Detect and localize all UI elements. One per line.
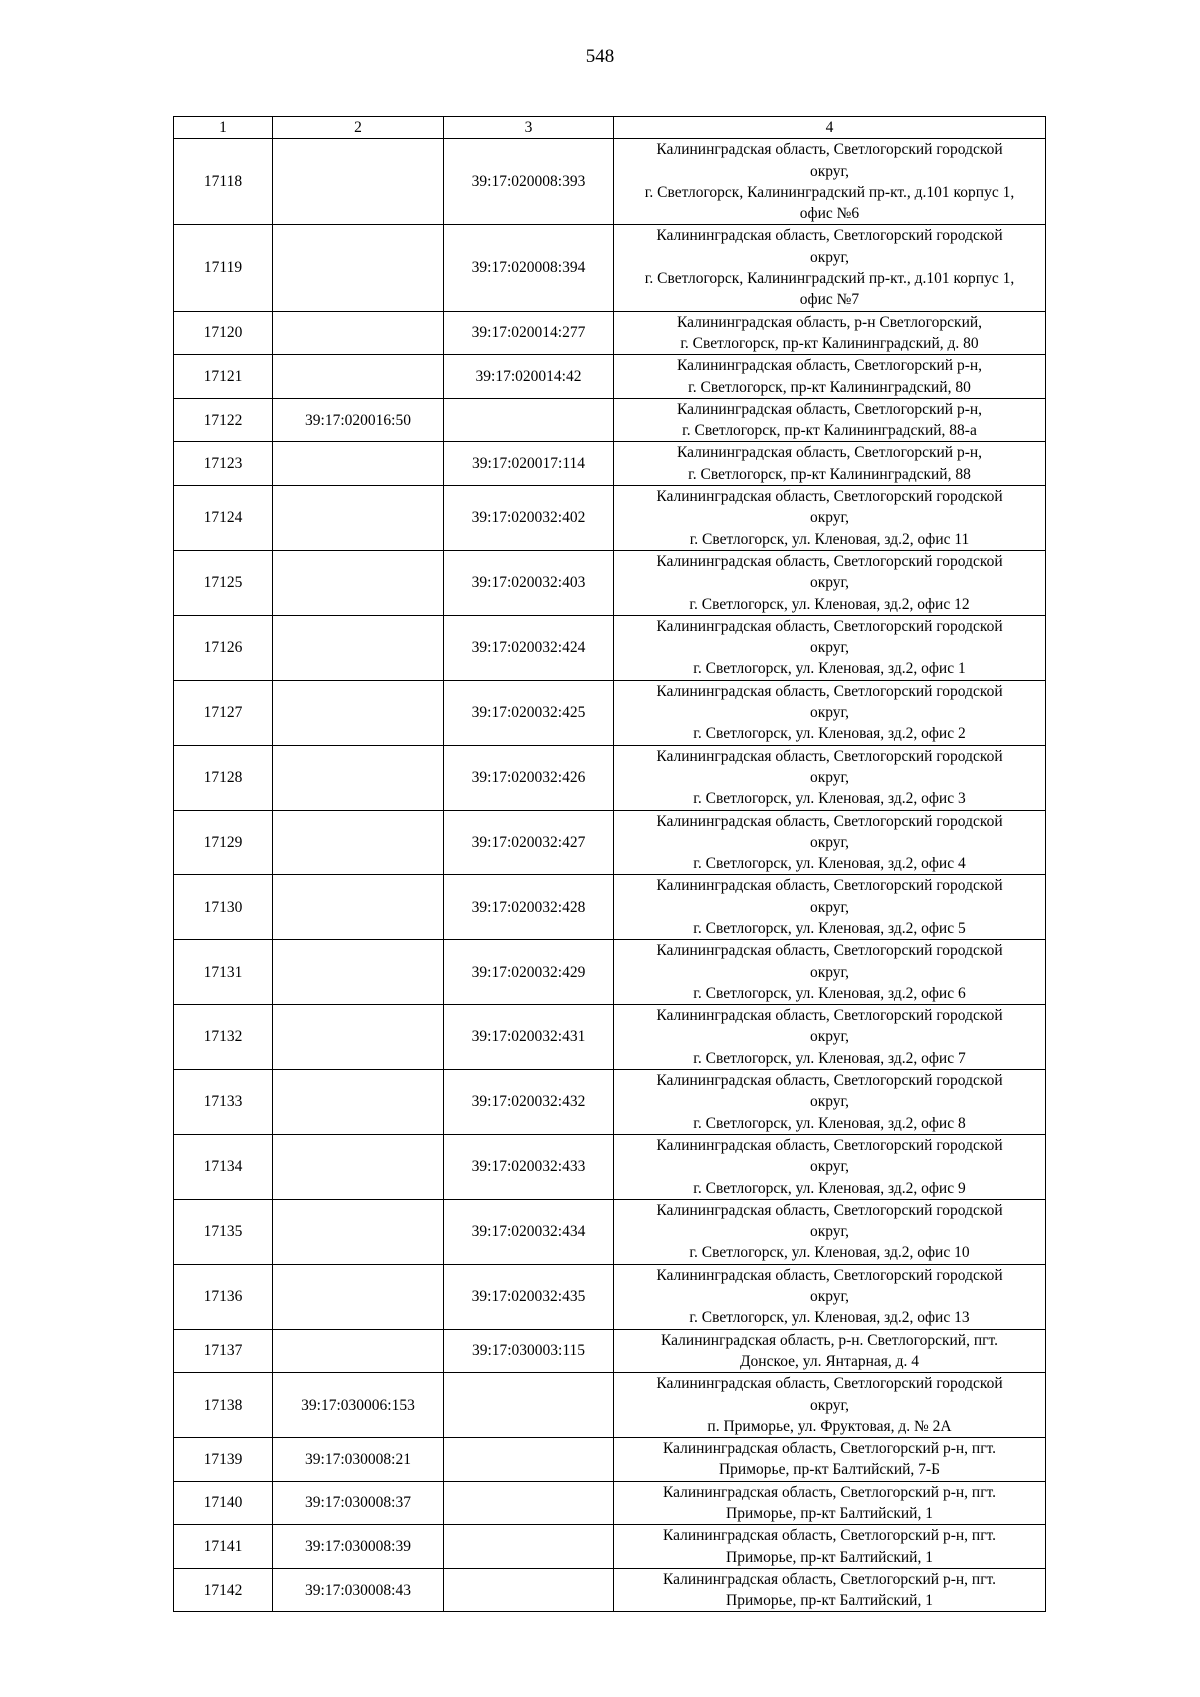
col3-cell: 39:17:020032:429 xyxy=(444,940,614,1005)
col2-cell: 39:17:030008:21 xyxy=(273,1438,444,1482)
address-line: г. Светлогорск, пр-кт Калининградский, 88-а xyxy=(682,422,977,440)
col2-cell xyxy=(273,442,444,486)
col3-cell xyxy=(444,1481,614,1525)
address-cell xyxy=(614,810,1046,875)
col3-cell: 39:17:020032:435 xyxy=(444,1264,614,1329)
col2-cell xyxy=(273,1264,444,1329)
row-number-cell: 17130 xyxy=(174,875,273,940)
col2-cell: 39:17:030008:43 xyxy=(273,1568,444,1612)
col3-cell xyxy=(444,1438,614,1482)
col3-cell: 39:17:020032:432 xyxy=(444,1070,614,1135)
table-row xyxy=(174,1568,1046,1612)
column-header-4: 4 xyxy=(614,117,1046,139)
address-cell xyxy=(614,1373,1046,1438)
address-line: Калининградская область, Светлогорский р-н, пгт. xyxy=(662,1440,997,1458)
col3-cell: 39:17:020032:425 xyxy=(444,680,614,745)
address-line: г. Светлогорск, ул. Кленовая, зд.2, офис 10 xyxy=(689,1244,970,1262)
address-cell xyxy=(614,1134,1046,1199)
row-number-cell: 17142 xyxy=(174,1568,273,1612)
table-row xyxy=(174,875,1046,940)
address-line: округ, xyxy=(809,639,850,657)
address-cell xyxy=(614,139,1046,225)
address-line: Калининградская область, Светлогорский городской xyxy=(656,942,1003,960)
address-line: Калининградская область, Светлогорский городской xyxy=(656,1007,1003,1025)
address-line: Калининградская область, Светлогорский городской xyxy=(656,227,1003,245)
col3-cell: 39:17:020017:114 xyxy=(444,442,614,486)
address-line: г. Светлогорск, ул. Кленовая, зд.2, офис 13 xyxy=(689,1309,970,1327)
table-row xyxy=(174,810,1046,875)
row-number-cell: 17128 xyxy=(174,745,273,810)
address-line: Калининградская область, Светлогорский городской xyxy=(656,1201,1003,1219)
row-number-cell: 17120 xyxy=(174,311,273,355)
address-line: Калининградская область, Светлогорский городской xyxy=(656,747,1003,765)
address-line: округ, xyxy=(809,1028,850,1046)
address-line: округ, xyxy=(809,898,850,916)
col2-cell: 39:17:020016:50 xyxy=(273,398,444,442)
address-cell xyxy=(614,745,1046,810)
col2-cell xyxy=(273,1329,444,1373)
row-number-cell: 17121 xyxy=(174,355,273,399)
table-row xyxy=(174,139,1046,225)
address-line: Калининградская область, Светлогорский р-н, xyxy=(676,357,983,375)
table-row xyxy=(174,1373,1046,1438)
table-row xyxy=(174,1481,1046,1525)
table-row xyxy=(174,355,1046,399)
col2-cell xyxy=(273,1134,444,1199)
col2-cell: 39:17:030008:37 xyxy=(273,1481,444,1525)
address-line: г. Светлогорск, ул. Кленовая, зд.2, офис 9 xyxy=(693,1179,966,1197)
col2-cell xyxy=(273,550,444,615)
table-header xyxy=(174,117,1046,139)
row-number-cell: 17127 xyxy=(174,680,273,745)
address-cell xyxy=(614,875,1046,940)
row-number-cell: 17135 xyxy=(174,1199,273,1264)
col2-cell xyxy=(273,745,444,810)
table-row xyxy=(174,550,1046,615)
address-line: Приморье, пр-кт Балтийский, 7-Б xyxy=(718,1461,940,1479)
address-cell xyxy=(614,225,1046,311)
table-row xyxy=(174,615,1046,680)
header-row xyxy=(174,117,1046,139)
col3-cell xyxy=(444,1568,614,1612)
address-line: округ, xyxy=(809,833,850,851)
table-body xyxy=(174,139,1046,1612)
col2-cell xyxy=(273,810,444,875)
address-line: округ, xyxy=(809,1288,850,1306)
row-number-cell: 17118 xyxy=(174,139,273,225)
address-cell xyxy=(614,486,1046,551)
column-header-1: 1 xyxy=(174,117,273,139)
address-line: округ, xyxy=(809,509,850,527)
table-row xyxy=(174,1199,1046,1264)
address-line: г. Светлогорск, пр-кт Калининградский, 88 xyxy=(688,465,971,483)
column-header-3: 3 xyxy=(444,117,614,139)
col2-cell: 39:17:030006:153 xyxy=(273,1373,444,1438)
row-number-cell: 17134 xyxy=(174,1134,273,1199)
col2-cell xyxy=(273,355,444,399)
row-number-cell: 17132 xyxy=(174,1005,273,1070)
address-line: г. Светлогорск, ул. Кленовая, зд.2, офис 2 xyxy=(693,725,966,743)
row-number-cell: 17123 xyxy=(174,442,273,486)
row-number-cell: 17119 xyxy=(174,225,273,311)
address-cell xyxy=(614,1438,1046,1482)
address-line: округ, xyxy=(809,1396,850,1414)
address-cell xyxy=(614,1329,1046,1373)
address-cell xyxy=(614,1070,1046,1135)
address-cell xyxy=(614,355,1046,399)
col2-cell xyxy=(273,486,444,551)
row-number-cell: 17136 xyxy=(174,1264,273,1329)
col3-cell: 39:17:020032:434 xyxy=(444,1199,614,1264)
address-cell xyxy=(614,1199,1046,1264)
address-line: Калининградская область, Светлогорский р-н, xyxy=(676,400,983,418)
address-cell xyxy=(614,1481,1046,1525)
address-line: Калининградская область, Светлогорский р-н, пгт. xyxy=(662,1483,997,1501)
address-line: офис №6 xyxy=(799,205,860,223)
table-row xyxy=(174,442,1046,486)
address-line: Калининградская область, Светлогорский р-н, xyxy=(676,444,983,462)
table-row xyxy=(174,1525,1046,1569)
col3-cell: 39:17:020008:393 xyxy=(444,139,614,225)
col2-cell xyxy=(273,225,444,311)
col2-cell xyxy=(273,139,444,225)
col3-cell xyxy=(444,1373,614,1438)
address-line: г. Светлогорск, ул. Кленовая, зд.2, офис 6 xyxy=(693,984,966,1002)
address-line: п. Приморье, ул. Фруктовая, д. № 2А xyxy=(707,1417,952,1435)
address-line: г. Светлогорск, ул. Кленовая, зд.2, офис 1 xyxy=(693,660,966,678)
address-cell xyxy=(614,311,1046,355)
address-line: г. Светлогорск, ул. Кленовая, зд.2, офис 8 xyxy=(693,1114,966,1132)
address-line: г. Светлогорск, пр-кт Калининградский, 80 xyxy=(688,378,971,396)
col2-cell xyxy=(273,615,444,680)
address-line: Калининградская область, Светлогорский городской xyxy=(656,682,1003,700)
row-number-cell: 17129 xyxy=(174,810,273,875)
page-number: 548 xyxy=(585,46,615,67)
address-line: Калининградская область, р-н Светлогорский, xyxy=(676,313,983,331)
address-line: офис №7 xyxy=(799,291,860,309)
address-line: г. Светлогорск, ул. Кленовая, зд.2, офис 7 xyxy=(693,1049,966,1067)
col3-cell: 39:17:020032:424 xyxy=(444,615,614,680)
address-line: г. Светлогорск, ул. Кленовая, зд.2, офис 12 xyxy=(689,595,970,613)
address-line: Калининградская область, Светлогорский городской xyxy=(656,1136,1003,1154)
address-cell xyxy=(614,1005,1046,1070)
row-number-cell: 17137 xyxy=(174,1329,273,1373)
address-cell xyxy=(614,1264,1046,1329)
col3-cell: 39:17:020032:402 xyxy=(444,486,614,551)
address-cell xyxy=(614,1525,1046,1569)
table-row xyxy=(174,486,1046,551)
col2-cell xyxy=(273,680,444,745)
address-line: Приморье, пр-кт Балтийский, 1 xyxy=(726,1548,933,1566)
col3-cell xyxy=(444,398,614,442)
address-cell xyxy=(614,1568,1046,1612)
col3-cell: 39:17:020032:403 xyxy=(444,550,614,615)
row-number-cell: 17138 xyxy=(174,1373,273,1438)
table-row xyxy=(174,940,1046,1005)
table-row xyxy=(174,398,1046,442)
col2-cell xyxy=(273,1199,444,1264)
row-number-cell: 17139 xyxy=(174,1438,273,1482)
address-line: Калининградская область, Светлогорский р-н, пгт. xyxy=(662,1527,997,1545)
address-cell xyxy=(614,398,1046,442)
table-row xyxy=(174,1438,1046,1482)
col2-cell xyxy=(273,311,444,355)
col3-cell: 39:17:020032:433 xyxy=(444,1134,614,1199)
address-line: Калининградская область, Светлогорский городской xyxy=(656,1375,1003,1393)
address-line: г. Светлогорск, ул. Кленовая, зд.2, офис 3 xyxy=(693,790,966,808)
col3-cell: 39:17:020032:427 xyxy=(444,810,614,875)
address-line: округ, xyxy=(809,1093,850,1111)
address-line: Приморье, пр-кт Балтийский, 1 xyxy=(726,1592,933,1610)
address-line: округ, xyxy=(809,1223,850,1241)
address-line: Калининградская область, Светлогорский городской xyxy=(656,1072,1003,1090)
table-row xyxy=(174,1005,1046,1070)
address-line: г. Светлогорск, Калининградский пр-кт., д.101 корпус 1, xyxy=(644,270,1015,288)
address-line: округ, xyxy=(809,704,850,722)
address-line: округ, xyxy=(809,162,850,180)
col3-cell: 39:17:020032:428 xyxy=(444,875,614,940)
address-line: Калининградская область, Светлогорский городской xyxy=(656,141,1003,159)
address-line: Калининградская область, Светлогорский городской xyxy=(656,877,1003,895)
table-row xyxy=(174,311,1046,355)
address-cell xyxy=(614,680,1046,745)
address-cell xyxy=(614,615,1046,680)
address-line: Калининградская область, Светлогорский городской xyxy=(656,488,1003,506)
address-line: округ, xyxy=(809,768,850,786)
address-line: Калининградская область, Светлогорский городской xyxy=(656,812,1003,830)
col2-cell xyxy=(273,940,444,1005)
address-line: округ, xyxy=(809,1158,850,1176)
table-row xyxy=(174,1264,1046,1329)
address-line: г. Светлогорск, пр-кт Калининградский, д. 80 xyxy=(680,334,979,352)
col2-cell: 39:17:030008:39 xyxy=(273,1525,444,1569)
col3-cell: 39:17:030003:115 xyxy=(444,1329,614,1373)
table-row xyxy=(174,225,1046,311)
col3-cell: 39:17:020014:277 xyxy=(444,311,614,355)
col3-cell: 39:17:020032:431 xyxy=(444,1005,614,1070)
col3-cell: 39:17:020032:426 xyxy=(444,745,614,810)
table-row xyxy=(174,1070,1046,1135)
row-number-cell: 17125 xyxy=(174,550,273,615)
row-number-cell: 17131 xyxy=(174,940,273,1005)
row-number-cell: 17133 xyxy=(174,1070,273,1135)
address-line: округ, xyxy=(809,248,850,266)
table-row xyxy=(174,745,1046,810)
address-line: округ, xyxy=(809,963,850,981)
address-line: округ, xyxy=(809,574,850,592)
row-number-cell: 17122 xyxy=(174,398,273,442)
address-line: г. Светлогорск, ул. Кленовая, зд.2, офис 5 xyxy=(693,919,966,937)
registry-table xyxy=(173,116,1046,1612)
address-cell xyxy=(614,550,1046,615)
table-row xyxy=(174,1134,1046,1199)
row-number-cell: 17124 xyxy=(174,486,273,551)
col2-cell xyxy=(273,1005,444,1070)
row-number-cell: 17140 xyxy=(174,1481,273,1525)
col3-cell: 39:17:020014:42 xyxy=(444,355,614,399)
column-header-2: 2 xyxy=(273,117,444,139)
row-number-cell: 17141 xyxy=(174,1525,273,1569)
col3-cell xyxy=(444,1525,614,1569)
col2-cell xyxy=(273,1070,444,1135)
address-line: Приморье, пр-кт Балтийский, 1 xyxy=(726,1505,933,1522)
address-line: Калининградская область, р-н. Светлогорский, пгт. xyxy=(661,1331,998,1349)
address-line: г. Светлогорск, ул. Кленовая, зд.2, офис 11 xyxy=(689,530,970,548)
address-line: Калининградская область, Светлогорский р-н, пгт. xyxy=(662,1570,997,1588)
table-row xyxy=(174,1329,1046,1373)
col2-cell xyxy=(273,875,444,940)
address-cell xyxy=(614,940,1046,1005)
col3-cell: 39:17:020008:394 xyxy=(444,225,614,311)
address-line: г. Светлогорск, ул. Кленовая, зд.2, офис 4 xyxy=(693,855,966,873)
address-line: Донское, ул. Янтарная, д. 4 xyxy=(739,1352,920,1370)
address-line: Калининградская область, Светлогорский городской xyxy=(656,552,1003,570)
row-number-cell: 17126 xyxy=(174,615,273,680)
address-cell xyxy=(614,442,1046,486)
address-line: Калининградская область, Светлогорский городской xyxy=(656,617,1003,635)
address-line: г. Светлогорск, Калининградский пр-кт., д.101 корпус 1, xyxy=(644,183,1015,201)
address-line: Калининградская область, Светлогорский городской xyxy=(656,1266,1003,1284)
table-row xyxy=(174,680,1046,745)
